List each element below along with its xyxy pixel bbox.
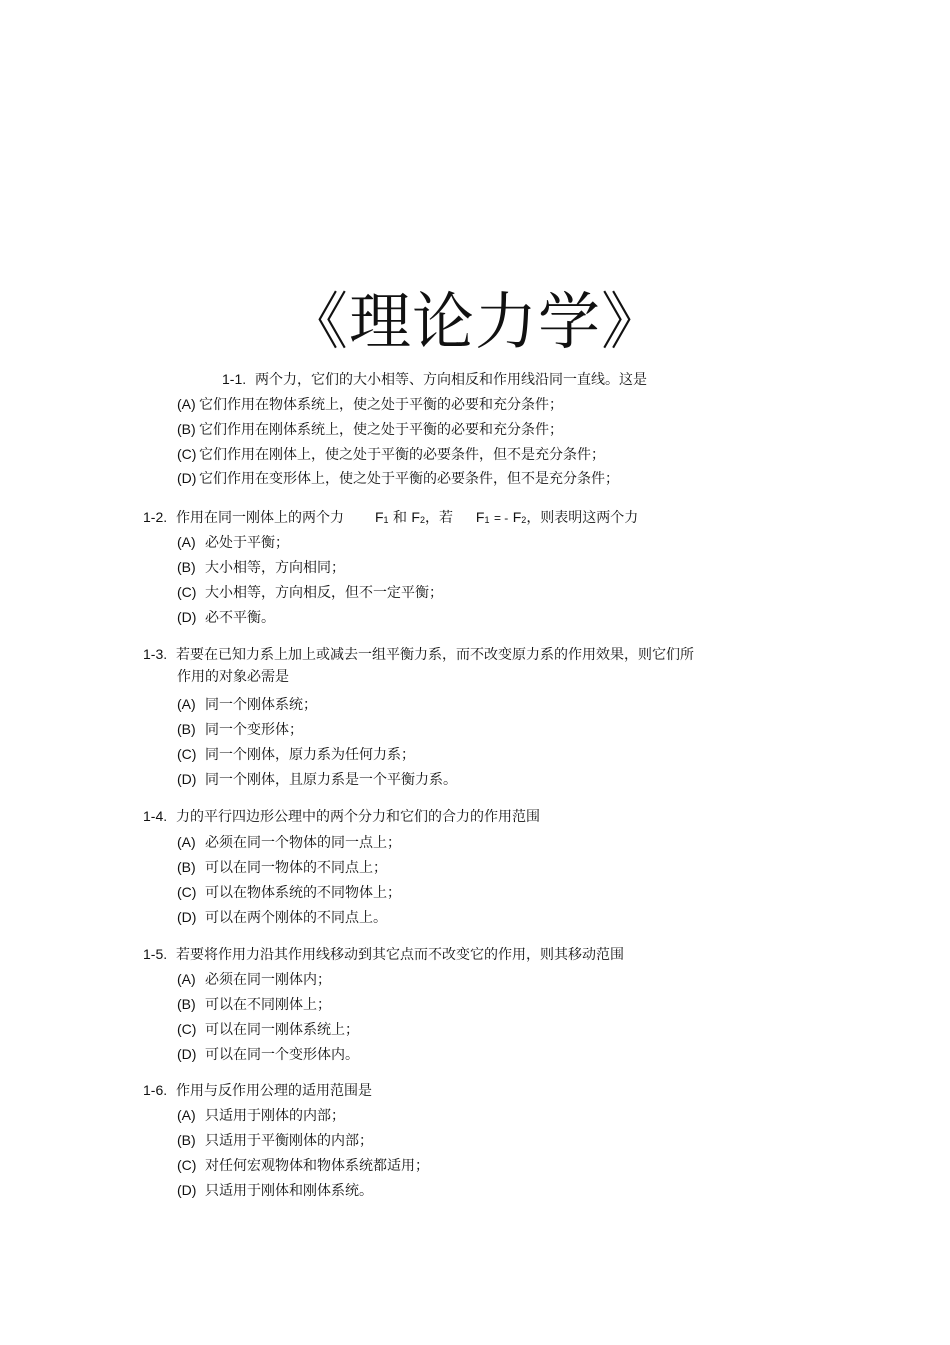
option-text: 可以在同一物体的不同点上；	[205, 860, 387, 876]
question-1-4-stem	[143, 806, 540, 827]
option-text: 可以在同一个变形体内。	[205, 1047, 359, 1063]
subscript-1-eq: 1	[484, 515, 490, 525]
option-letter: (D)	[177, 771, 197, 787]
option-text: 只适用于平衡刚体的内部；	[205, 1133, 373, 1149]
option-letter: (B)	[177, 1132, 196, 1148]
option-text: 必不平衡。	[205, 610, 275, 626]
question-1-2-option-c	[177, 582, 443, 603]
question-number: 1-4.	[143, 808, 168, 824]
option-letter: (D)	[177, 470, 197, 486]
question-1-3-option-c	[177, 744, 415, 765]
question-text: 若要将作用力沿其作用线移动到其它点而不改变它的作用，则其移动范围	[176, 947, 625, 963]
option-text: 同一个变形体；	[205, 722, 303, 738]
question-number: 1-5.	[143, 946, 168, 962]
option-letter: (B)	[177, 721, 196, 737]
option-letter: (C)	[177, 584, 197, 600]
option-text: 大小相等，方向相同；	[205, 560, 345, 576]
question-number: 1-2.	[143, 509, 168, 525]
option-letter: (D)	[177, 1182, 197, 1198]
question-1-5-stem	[143, 944, 624, 965]
subscript-2: 2	[419, 515, 425, 525]
option-letter: (D)	[177, 1046, 197, 1062]
question-1-3-option-d	[177, 769, 457, 790]
option-text: 必处于平衡；	[205, 535, 289, 551]
question-1-1-option-c	[177, 444, 605, 465]
option-text: 可以在不同刚体上；	[205, 997, 331, 1013]
question-1-5-option-b	[177, 994, 331, 1015]
option-letter: (A)	[177, 1107, 196, 1123]
conjunction-and: 和	[392, 510, 407, 526]
option-letter: (C)	[177, 1021, 197, 1037]
option-letter: (B)	[177, 559, 196, 575]
option-letter: (C)	[177, 884, 197, 900]
question-1-5-option-d	[177, 1044, 359, 1065]
option-text: 它们作用在变形体上，使之处于平衡的必要条件，但不是充分条件；	[199, 471, 619, 487]
option-text: 必须在同一个物体的同一点上；	[205, 835, 401, 851]
question-1-1-stem	[222, 369, 647, 390]
option-text: 大小相等，方向相反，但不一定平衡；	[205, 585, 443, 601]
option-text: 对任何宏观物体和物体系统都适用；	[205, 1158, 429, 1174]
question-number: 1-3.	[143, 646, 168, 662]
option-letter: (D)	[177, 909, 197, 925]
question-1-5-option-a	[177, 969, 331, 990]
subscript-1: 1	[383, 515, 389, 525]
equals-minus: = -	[493, 511, 509, 525]
force-symbol-f2: F	[411, 509, 420, 525]
option-letter: (C)	[177, 446, 197, 462]
option-letter: (C)	[177, 1157, 197, 1173]
option-text: 同一个刚体系统；	[205, 697, 317, 713]
option-letter: (A)	[177, 971, 196, 987]
question-1-4-option-d	[177, 907, 387, 928]
question-1-2-option-a	[177, 532, 289, 553]
question-1-3-option-a	[177, 694, 317, 715]
question-1-5-option-c	[177, 1019, 359, 1040]
conjunction-if: ，若	[425, 510, 453, 526]
option-letter: (A)	[177, 534, 196, 550]
subscript-2-eq: 2	[521, 515, 527, 525]
question-text: 两个力，它们的大小相等、方向相反和作用线沿同一直线。这是	[255, 372, 648, 388]
option-letter: (B)	[177, 859, 196, 875]
option-text: 只适用于刚体的内部；	[205, 1108, 345, 1124]
option-text: 它们作用在刚体上，使之处于平衡的必要条件，但不是充分条件；	[199, 447, 605, 463]
question-1-4-option-a	[177, 832, 401, 853]
option-text: 同一个刚体，原力系为任何力系；	[205, 747, 415, 763]
question-1-3-stem-continued: 作用的对象必需是	[177, 669, 289, 685]
option-letter: (B)	[177, 996, 196, 1012]
force-symbol-f2-eq: F	[512, 509, 522, 525]
question-1-2-option-b	[177, 557, 345, 578]
question-1-1-option-a	[177, 394, 563, 415]
question-1-6-option-c	[177, 1155, 429, 1176]
option-text: 可以在两个刚体的不同点上。	[205, 910, 387, 926]
question-number: 1-1.	[222, 371, 247, 387]
option-letter: (A)	[177, 696, 196, 712]
question-text-a: 作用在同一刚体上的两个力	[176, 510, 345, 526]
option-letter: (A)	[177, 396, 196, 412]
question-text: 作用与反作用公理的适用范围是	[176, 1083, 373, 1099]
question-1-2-option-d	[177, 607, 275, 628]
question-1-6-option-d	[177, 1180, 373, 1201]
question-1-6-option-b	[177, 1130, 373, 1151]
question-1-1-option-b	[177, 419, 563, 440]
question-text: 力的平行四边形公理中的两个分力和它们的合力的作用范围	[176, 809, 541, 825]
question-1-2-stem	[143, 507, 638, 530]
question-1-4-option-b	[177, 857, 387, 878]
force-symbol-f1-eq: F	[475, 509, 485, 525]
option-text: 可以在物体系统的不同物体上；	[205, 885, 401, 901]
option-letter: (A)	[177, 834, 196, 850]
question-1-3-option-b	[177, 719, 303, 740]
question-text-b: ，则表明这两个力	[526, 510, 639, 526]
option-text: 只适用于刚体和刚体系统。	[205, 1183, 373, 1199]
question-1-3-stem	[143, 644, 694, 665]
option-text: 必须在同一刚体内；	[205, 972, 331, 988]
option-text: 同一个刚体，且原力系是一个平衡力系。	[205, 772, 457, 788]
question-text: 若要在已知力系上加上或减去一组平衡力系，而不改变原力系的作用效果，则它们所	[176, 647, 695, 663]
question-1-6-stem	[143, 1080, 372, 1101]
option-text: 它们作用在物体系统上，使之处于平衡的必要和充分条件；	[199, 397, 563, 413]
option-text: 它们作用在刚体系统上，使之处于平衡的必要和充分条件；	[199, 422, 563, 438]
force-symbol-f1: F	[374, 509, 384, 525]
question-number: 1-6.	[143, 1082, 168, 1098]
option-text: 可以在同一刚体系统上；	[205, 1022, 359, 1038]
document-title: 《理论力学》	[285, 285, 664, 358]
option-letter: (C)	[177, 746, 197, 762]
question-1-4-option-c	[177, 882, 401, 903]
option-letter: (D)	[177, 609, 197, 625]
question-1-6-option-a	[177, 1105, 345, 1126]
question-1-1-option-d	[177, 468, 619, 489]
option-letter: (B)	[177, 421, 196, 437]
